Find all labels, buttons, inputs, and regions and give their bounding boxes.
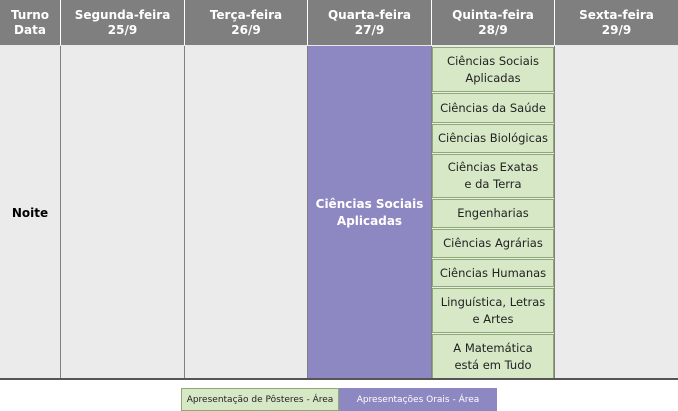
header-day-friday	[555, 0, 678, 45]
poster-session	[432, 124, 554, 153]
poster-line1: Ciências Agrárias	[443, 236, 543, 250]
oral-session-block	[308, 46, 431, 379]
poster-session	[432, 199, 554, 228]
poster-line1: Ciências Exatas	[447, 160, 539, 174]
oral-session-line2: Aplicadas	[336, 213, 403, 228]
poster-line1: Ciências Sociais	[447, 53, 539, 68]
header-turno-data	[0, 0, 61, 45]
shift-label: Noite	[11, 206, 49, 220]
poster-line1: Ciências Biológicas	[437, 131, 548, 145]
poster-line2: e Artes	[472, 311, 514, 326]
poster-session	[432, 334, 554, 379]
poster-session	[432, 288, 554, 333]
poster-line1: Ciências Humanas	[439, 265, 547, 280]
header-day-wednesday	[308, 0, 432, 45]
poster-line2: e da Terra	[464, 177, 522, 191]
day-name: Segunda-feira	[74, 7, 171, 22]
poster-line1: A Matemática	[453, 340, 533, 355]
header-day-monday	[61, 0, 185, 45]
poster-session	[432, 229, 554, 258]
day-date: 28/9	[478, 22, 508, 37]
poster-session	[432, 47, 554, 92]
header-data: Data	[14, 22, 46, 37]
day-date: 26/9	[231, 22, 261, 37]
friday-cell	[555, 46, 678, 380]
poster-line1: Engenharias	[457, 206, 529, 220]
poster-line2: Aplicadas	[465, 70, 521, 85]
monday-cell	[61, 46, 185, 380]
day-name: Quarta-feira	[327, 7, 412, 22]
poster-line1: Ciências da Saúde	[440, 100, 546, 115]
header-day-thursday	[432, 0, 555, 45]
day-name: Sexta-feira	[579, 7, 654, 22]
header-turno: Turno	[10, 7, 50, 22]
poster-session	[432, 93, 554, 123]
legend-oral: Apresentações Orais - Área	[339, 388, 497, 411]
oral-session-line1: Ciências Sociais	[315, 196, 424, 211]
day-name: Quinta-feira	[452, 7, 534, 22]
tuesday-cell	[185, 46, 308, 380]
poster-line2: está em Tudo	[454, 357, 532, 372]
poster-session	[432, 154, 554, 198]
day-date: 29/9	[601, 22, 632, 37]
day-name: Terça-feira	[209, 7, 283, 22]
legend-poster: Apresentação de Pôsteres - Área	[181, 388, 339, 411]
day-date: 27/9	[354, 22, 385, 37]
table-bottom-border	[0, 378, 678, 380]
day-date: 25/9	[107, 22, 138, 37]
poster-line1: Linguística, Letras	[440, 294, 546, 309]
poster-session	[432, 259, 554, 287]
header-day-tuesday	[185, 0, 308, 45]
